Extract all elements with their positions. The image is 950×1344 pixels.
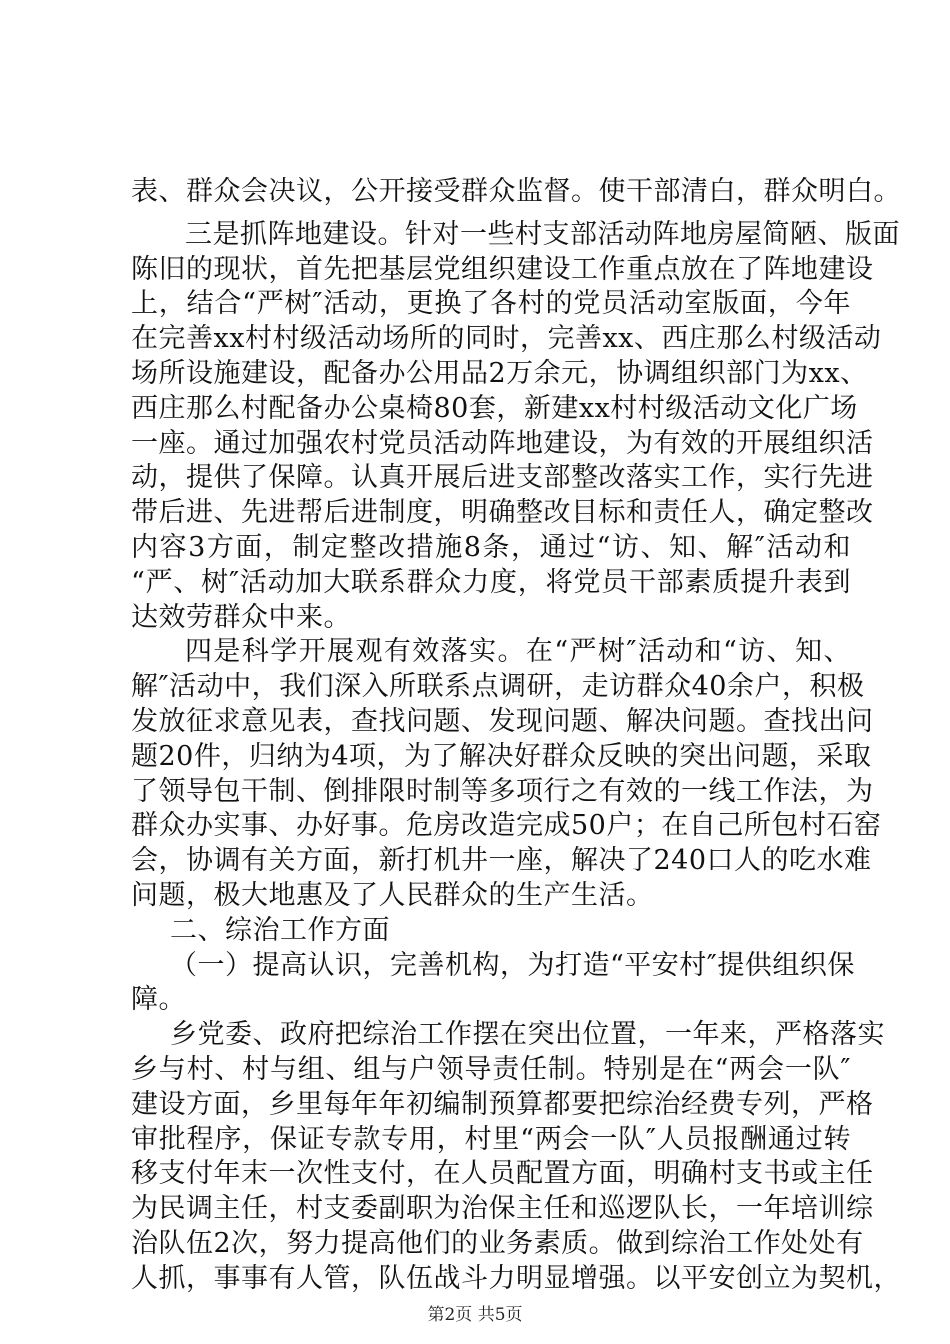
text-line: 在完善xx村村级活动场所的同时，完善xx、西庄那么村级活动	[131, 323, 882, 355]
text-line: 场所设施建设，配备办公用品2万余元，协调组织部门为xx、	[131, 357, 868, 389]
text-line: 问题，极大地惠及了人民群众的生产生活。	[131, 879, 654, 911]
paragraph-start-line: 四是科学开展观有效落实。在“严树″活动和“访、知、	[185, 636, 851, 668]
text-line: 表、群众会决议，公开接受群众监督。使干部清白，群众明白。	[131, 176, 901, 207]
text-line: 达效劳群众中来。	[131, 601, 351, 633]
text-line: 会，协调有关方面，新打机井一座，解决了240口人的吃水难	[131, 845, 872, 877]
text-line: 了领导包干制、倒排限时制等多项行之有效的一线工作法，为	[131, 775, 874, 807]
text-line: 题20件，归纳为4项，为了解决好群众反映的突出问题，采取	[131, 740, 872, 772]
text-line: 陈旧的现状，首先把基层党组织建设工作重点放在了阵地建设	[131, 253, 874, 285]
text-line: 乡与村、村与组、组与户领导责任制。特别是在“两会一队″	[131, 1053, 851, 1085]
subsection-heading: （一）提高认识，完善机构，为打造“平安村″提供组织保	[170, 949, 855, 981]
text-line: 上，结合“严树″活动，更换了各村的党员活动室版面，今年	[131, 288, 851, 320]
text-line: 为民调主任，村支委副职为治保主任和巡逻队长，一年培训综	[131, 1193, 874, 1225]
page-footer	[0, 1300, 950, 1325]
paragraph-start-line: 乡党委、政府把综治工作摆在突出位置，一年来，严格落实	[170, 1019, 885, 1051]
text-line: 审批程序，保证专款专用，村里“两会一队″人员报酬通过转	[131, 1123, 851, 1155]
text-line: 群众办实事、办好事。危房改造完成50户；在自己所包村石窑	[131, 810, 882, 842]
text-line: 内容3方面，制定整改措施8条，通过“访、知、解″活动和	[131, 531, 851, 563]
document-body	[131, 175, 901, 1297]
text-line: 西庄那么村配备办公桌椅80套，新建xx村村级活动文化广场	[131, 392, 858, 424]
text-line: 一座。通过加强农村党员活动阵地建设，为有效的开展组织活	[131, 427, 874, 459]
section-heading: 二、综治工作方面	[170, 914, 390, 946]
text-line: 带后进、先进帮后进制度，明确整改目标和责任人，确定整改	[131, 497, 874, 529]
text-line: 治队伍2次，努力提高他们的业务素质。做到综治工作处处有	[131, 1227, 864, 1259]
paragraph-start-line: 三是抓阵地建设。针对一些村支部活动阵地房屋简陋、版面	[185, 218, 900, 250]
page-number: 第2页 共5页	[427, 1305, 523, 1325]
text-line: 建设方面，乡里每年年初编制预算都要把综治经费专列，严格	[131, 1088, 874, 1120]
text-line: 动，提供了保障。认真开展后进支部整改落实工作，实行先进	[131, 462, 874, 494]
text-line: “严、树″活动加大联系群众力度，将党员干部素质提升表到	[131, 566, 851, 598]
text-line: 发放征求意见表，查找问题、发现问题、解决问题。查找出问	[131, 705, 874, 737]
text-line: 人抓，事事有人管，队伍战斗力明显增强。以平安创立为契机，	[131, 1262, 901, 1294]
text-line: 移支付年末一次性支付，在人员配置方面，明确村支书或主任	[131, 1158, 874, 1190]
text-line: 障。	[131, 984, 186, 1016]
text-line: 解″活动中，我们深入所联系点调研，走访群众40余户，积极	[131, 671, 865, 703]
